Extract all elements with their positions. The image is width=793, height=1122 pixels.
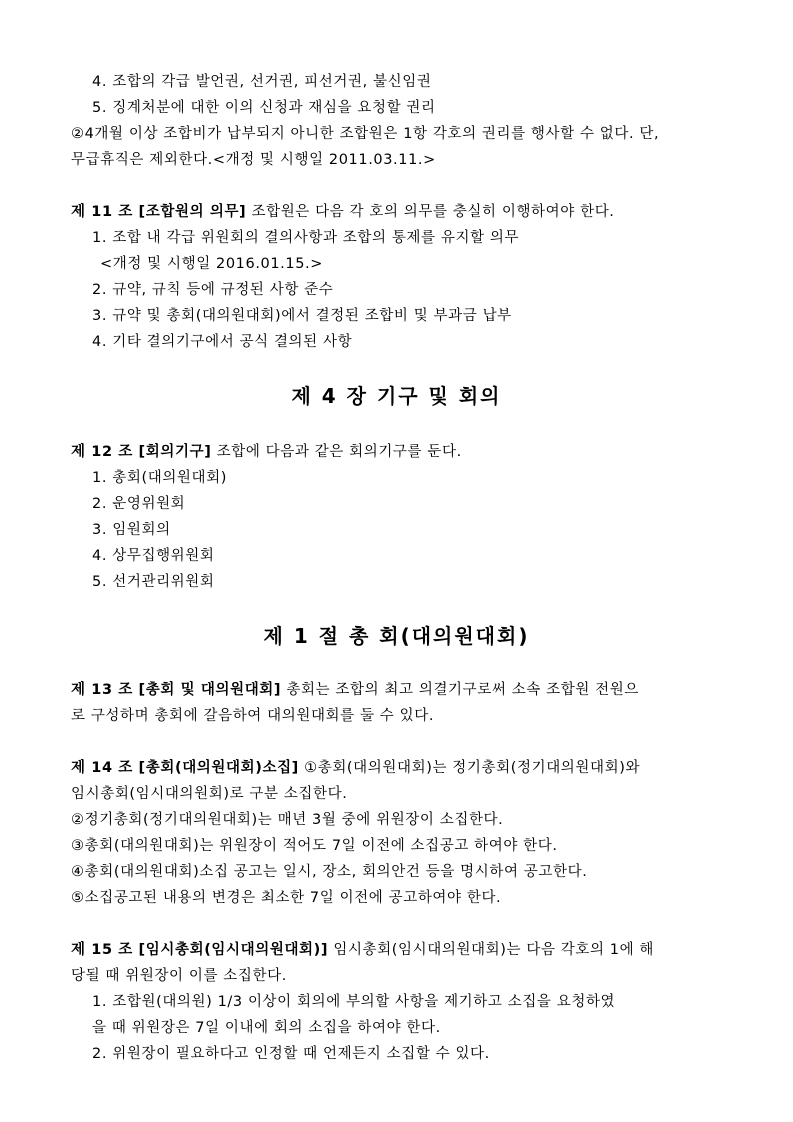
article-11-item-4: 4. 기타 결의기구에서 공식 결의된 사항 <box>92 334 353 350</box>
article-12-text: 조합에 다음과 같은 회의기구를 둔다. <box>211 444 462 460</box>
article-14-item-2: ②정기총회(정기대의원대회)는 매년 3월 중에 위원장이 소집한다. <box>71 812 504 828</box>
paragraph-2-line-2: 무급휴직은 제외한다.<개정 및 시행일 2011.03.11.> <box>71 152 436 168</box>
article-15-item-1-line-1: 1. 조합원(대의원) 1/3 이상이 회의에 부의할 사항을 제기하고 소집을 요청하였 <box>92 994 616 1010</box>
article-15-line-1 <box>71 940 654 960</box>
section-1-heading: 제 1 절 총 회(대의원대회) <box>263 624 530 648</box>
article-13-text-1: 총회는 조합의 최고 의결기구로써 소속 조합원 전원으 <box>281 682 639 698</box>
article-12-item-5: 5. 선거관리위원회 <box>92 574 215 590</box>
article-15-item-1-line-2: 을 때 위원장은 7일 이내에 회의 소집을 하여야 한다. <box>92 1020 441 1036</box>
article-12-heading <box>71 442 462 462</box>
article-15-title: 제 15 조 [임시총회(임시대의원대회)] <box>71 942 329 958</box>
article-12-item-3: 3. 임원회의 <box>92 522 171 538</box>
article-12-title: 제 12 조 [회의기구] <box>71 444 212 460</box>
article-14-text-1: ①총회(대의원대회)는 정기총회(정기대의원대회)와 <box>298 760 641 776</box>
paragraph-2-line-1: ②4개월 이상 조합비가 납부되지 아니한 조합원은 1항 각호의 권리를 행사할 수 없다. 단, <box>71 126 660 142</box>
article-13-line-1 <box>71 680 639 700</box>
article-11-item-1-note: <개정 및 시행일 2016.01.15.> <box>100 256 323 272</box>
chapter-4-heading: 제 4 장 기구 및 회의 <box>291 384 502 408</box>
article-11-title: 제 11 조 [조합원의 의무] <box>71 204 247 220</box>
article-14-line-1 <box>71 758 640 778</box>
article-13-title: 제 13 조 [총회 및 대의원대회] <box>71 682 282 698</box>
article-14-item-5: ⑤소집공고된 내용의 변경은 최소한 7일 이전에 공고하여야 한다. <box>71 890 502 906</box>
article-14-item-4: ④총회(대의원대회)소집 공고는 일시, 장소, 회의안건 등을 명시하여 공고한다. <box>71 864 588 880</box>
article-11-item-3: 3. 규약 및 총회(대의원대회)에서 결정된 조합비 및 부과금 납부 <box>92 308 512 324</box>
article-11-item-2: 2. 규약, 규칙 등에 규정된 사항 준수 <box>92 282 334 298</box>
article-11-item-1: 1. 조합 내 각급 위원회의 결의사항과 조합의 통제를 유지할 의무 <box>92 230 520 246</box>
article-14-line-2: 임시총회(임시대의원회)로 구분 소집한다. <box>71 786 348 802</box>
article-11-heading <box>71 202 615 222</box>
right-item-5: 5. 징계처분에 대한 이의 신청과 재심을 요청할 권리 <box>92 100 436 116</box>
article-11-text: 조합원은 다음 각 호의 의무를 충실히 이행하여야 한다. <box>246 204 615 220</box>
right-item-4: 4. 조합의 각급 발언권, 선거권, 피선거권, 불신임권 <box>92 74 432 90</box>
article-12-item-1: 1. 총회(대의원대회) <box>92 470 228 486</box>
article-15-item-2: 2. 위원장이 필요하다고 인정할 때 언제든지 소집할 수 있다. <box>92 1046 490 1062</box>
article-12-item-4: 4. 상무집행위원회 <box>92 548 215 564</box>
article-14-item-3: ③총회(대의원대회)는 위원장이 적어도 7일 이전에 소집공고 하여야 한다. <box>71 838 558 854</box>
article-15-line-2: 당될 때 위원장이 이를 소집한다. <box>71 968 287 984</box>
article-13-line-2: 로 구성하며 총회에 갈음하여 대의원대회를 둘 수 있다. <box>71 708 435 724</box>
article-14-title: 제 14 조 [총회(대의원대회)소집] <box>71 760 299 776</box>
article-12-item-2: 2. 운영위원회 <box>92 496 186 512</box>
article-15-text-1: 임시총회(임시대의원대회)는 다음 각호의 1에 해 <box>328 942 655 958</box>
